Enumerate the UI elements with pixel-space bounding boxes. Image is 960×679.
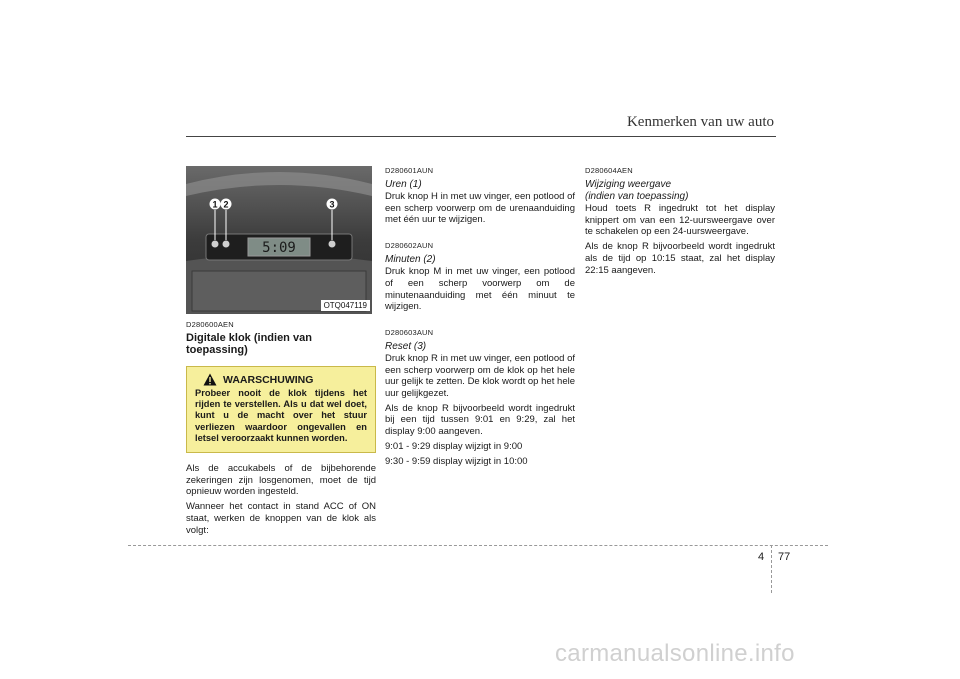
callout-3: 3: [329, 199, 335, 210]
paragraph: Druk knop R in met uw vinger, een potlood of een scherp voorwerp om de klok op het hele uur gelijk te zetten. De klok wordt op het hele uur gelijkgezet.: [385, 352, 575, 400]
figure-code: OTQ047119: [321, 300, 370, 311]
minute-button: [223, 241, 230, 248]
reset-button: [329, 241, 336, 248]
paragraph: Als de accukabels of de bijbehorende zekeringen zijn losgenomen, moet de tijd opnieuw worden ingesteld.: [186, 463, 376, 498]
hour-button: [212, 241, 219, 248]
column-1: [186, 166, 376, 539]
paragraph: 9:30 - 9:59 display wijzigt in 10:00: [385, 455, 528, 467]
section-title-minutes: Minuten (2): [385, 254, 436, 266]
warning-title-row: [203, 373, 367, 386]
paragraph: Wanneer het contact in stand ACC of ON staat, werken de knoppen van de klok als volgt:: [186, 501, 376, 536]
column-3: [585, 166, 775, 279]
paragraph: Druk knop M in met uw vinger, een potlood of een scherp voorwerp om de minutenaanduiding met één minuut te wijzigen.: [385, 266, 575, 313]
paragraph: Houd toets R ingedrukt tot het display knippert om van een 12-uursweergave over te schakelen op een 24-uursweergave.: [585, 203, 775, 238]
warning-text: Probeer nooit de klok tijdens het rijden te verstellen. Als u dat wel doet, kunt u de macht over het stuur verliezen waardoor ongevallen en letsel veroorzaakt kunnen worden.: [195, 388, 367, 443]
callout-1: 1: [212, 199, 218, 210]
paragraph: Als de knop R bijvoorbeeld wordt ingedrukt bij een tijd tussen 9:01 en 9:29, zal het display 9:00 aangeven.: [385, 402, 575, 438]
section-code: D280602AUN: [385, 241, 434, 251]
chapter-number: 4: [758, 551, 765, 563]
section-heading: Digitale klok (indien van toepassing): [186, 332, 312, 356]
page-number: 77: [778, 551, 791, 563]
section-code: D280603AUN: [385, 327, 434, 337]
section-code: D280600AEN: [186, 320, 234, 329]
footer-vertical-line: [771, 545, 772, 593]
callout-2: 2: [223, 199, 229, 210]
paragraph: Als de knop R bijvoorbeeld wordt ingedrukt als de tijd op 10:15 staat, zal het display 22:15 aangeven.: [585, 241, 775, 276]
column-2: [385, 166, 575, 470]
warning-triangle-icon: [203, 373, 217, 386]
warning-title: WAARSCHUWING: [223, 373, 314, 386]
section-title-reset: Reset (3): [385, 340, 427, 352]
clock-display-time: 5:09: [262, 240, 296, 256]
paragraph: 9:01 - 9:29 display wijzigt in 9:00: [385, 440, 523, 452]
footer-dashed-line: [128, 545, 828, 546]
section-title-display: Wijziging weergave: [585, 179, 672, 190]
header-title: Kenmerken van uw auto: [626, 114, 774, 130]
paragraph: Druk knop H in met uw vinger, een potlood of een scherp voorwerp om de urenaanduiding met één uur te wijzigen.: [385, 191, 575, 226]
watermark: carmanualsonline.info: [555, 640, 795, 667]
header-rule: [186, 136, 776, 137]
section-code: D280604AEN: [585, 166, 633, 175]
section-title-display-sub: (indien van toepassing): [585, 191, 689, 202]
warning-box: [186, 366, 376, 453]
clock-illustration: [186, 166, 372, 314]
clock-figure: [186, 166, 372, 314]
section-title-hours: Uren (1): [385, 179, 422, 190]
section-code: D280601AUN: [385, 166, 434, 175]
